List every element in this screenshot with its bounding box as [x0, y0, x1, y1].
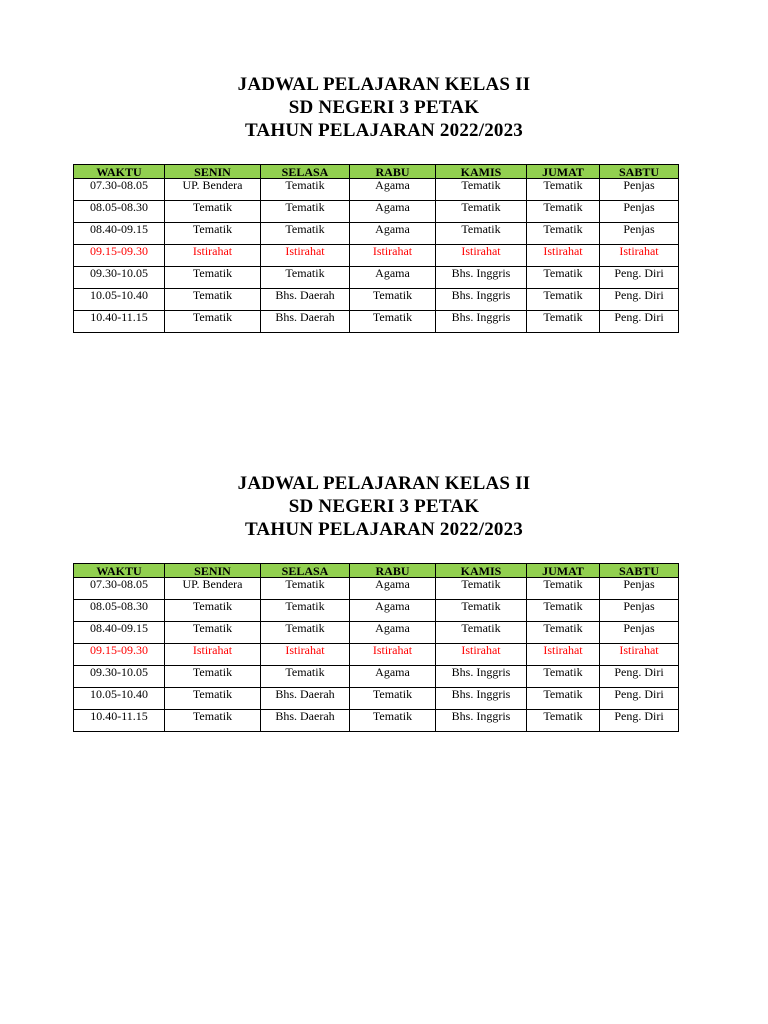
header-sabtu: SABTU [600, 564, 679, 578]
subject-cell: Tematik [261, 622, 350, 644]
table-row [74, 688, 679, 710]
subject-cell: Bhs. Inggris [436, 311, 527, 333]
break-cell: Istirahat [527, 644, 600, 666]
subject-cell: Peng. Diri [600, 289, 679, 311]
subject-cell: Tematik [261, 600, 350, 622]
subject-cell: Tematik [165, 289, 261, 311]
subject-cell: Tematik [527, 179, 600, 201]
subject-cell: Tematik [350, 710, 436, 732]
header-waktu: WAKTU [74, 564, 165, 578]
subject-cell: Tematik [261, 179, 350, 201]
time-cell: 07.30-08.05 [74, 179, 165, 201]
title-line-2: SD NEGERI 3 PETAK [288, 496, 480, 517]
title-line-1: JADWAL PELAJARAN KELAS II [237, 74, 531, 95]
header-selasa: SELASA [261, 564, 350, 578]
schedule-table [73, 164, 679, 333]
break-cell: Istirahat [261, 245, 350, 267]
table-row [74, 666, 679, 688]
subject-cell: Peng. Diri [600, 267, 679, 289]
subject-cell: Bhs. Daerah [261, 289, 350, 311]
subject-cell: Tematik [165, 688, 261, 710]
time-cell: 10.05-10.40 [74, 289, 165, 311]
break-cell: Istirahat [350, 644, 436, 666]
header-jumat: JUMAT [527, 564, 600, 578]
subject-cell: Bhs. Daerah [261, 710, 350, 732]
subject-cell: Tematik [165, 311, 261, 333]
time-cell: 07.30-08.05 [74, 578, 165, 600]
break-cell: Istirahat [165, 644, 261, 666]
time-cell: 10.40-11.15 [74, 710, 165, 732]
subject-cell: Agama [350, 666, 436, 688]
header-waktu: WAKTU [74, 165, 165, 179]
subject-cell: Agama [350, 223, 436, 245]
subject-cell: Agama [350, 201, 436, 223]
subject-cell: Bhs. Daerah [261, 311, 350, 333]
header-sabtu: SABTU [600, 165, 679, 179]
subject-cell: Peng. Diri [600, 710, 679, 732]
subject-cell: Penjas [600, 600, 679, 622]
header-jumat: JUMAT [527, 165, 600, 179]
break-cell: Istirahat [527, 245, 600, 267]
subject-cell: Tematik [527, 666, 600, 688]
subject-cell: Agama [350, 267, 436, 289]
header-senin: SENIN [165, 165, 261, 179]
table-row [74, 311, 679, 333]
table-header-row [74, 564, 679, 578]
subject-cell: Tematik [527, 267, 600, 289]
time-cell: 09.30-10.05 [74, 267, 165, 289]
header-rabu: RABU [350, 564, 436, 578]
header-kamis: KAMIS [436, 564, 527, 578]
time-cell: 08.05-08.30 [74, 600, 165, 622]
title-line-3: TAHUN PELAJARAN 2022/2023 [244, 519, 524, 540]
subject-cell: Tematik [527, 201, 600, 223]
subject-cell: Tematik [350, 688, 436, 710]
subject-cell: Tematik [527, 600, 600, 622]
table-row [74, 289, 679, 311]
subject-cell: Penjas [600, 578, 679, 600]
subject-cell: Tematik [527, 311, 600, 333]
table-row [74, 600, 679, 622]
table-row [74, 267, 679, 289]
subject-cell: Peng. Diri [600, 311, 679, 333]
subject-cell: Tematik [350, 311, 436, 333]
subject-cell: Agama [350, 179, 436, 201]
subject-cell: Tematik [527, 578, 600, 600]
header-kamis: KAMIS [436, 165, 527, 179]
time-cell: 08.05-08.30 [74, 201, 165, 223]
subject-cell: Tematik [165, 666, 261, 688]
schedule-table [73, 563, 679, 732]
time-cell: 10.05-10.40 [74, 688, 165, 710]
table-row [74, 622, 679, 644]
table-row [74, 578, 679, 600]
title-line-1: JADWAL PELAJARAN KELAS II [237, 473, 531, 494]
subject-cell: Tematik [165, 622, 261, 644]
table-row [74, 710, 679, 732]
time-cell: 09.15-09.30 [74, 245, 165, 267]
subject-cell: Bhs. Inggris [436, 666, 527, 688]
break-cell: Istirahat [261, 644, 350, 666]
subject-cell: Penjas [600, 179, 679, 201]
subject-cell: Peng. Diri [600, 688, 679, 710]
break-cell: Istirahat [600, 245, 679, 267]
time-cell: 09.15-09.30 [74, 644, 165, 666]
subject-cell: Tematik [261, 666, 350, 688]
schedule-title [0, 73, 768, 142]
time-cell: 09.30-10.05 [74, 666, 165, 688]
subject-cell: Bhs. Inggris [436, 267, 527, 289]
table-row [74, 201, 679, 223]
subject-cell: Bhs. Inggris [436, 289, 527, 311]
subject-cell: Tematik [527, 289, 600, 311]
subject-cell: Tematik [436, 179, 527, 201]
header-selasa: SELASA [261, 165, 350, 179]
subject-cell: Agama [350, 578, 436, 600]
table-row [74, 179, 679, 201]
subject-cell: Tematik [527, 622, 600, 644]
subject-cell: Bhs. Daerah [261, 688, 350, 710]
subject-cell: Tematik [261, 267, 350, 289]
subject-cell: Agama [350, 622, 436, 644]
time-cell: 10.40-11.15 [74, 311, 165, 333]
subject-cell: Penjas [600, 201, 679, 223]
break-row [74, 644, 679, 666]
title-line-3: TAHUN PELAJARAN 2022/2023 [244, 120, 524, 141]
header-rabu: RABU [350, 165, 436, 179]
subject-cell: UP. Bendera [165, 578, 261, 600]
subject-cell: Tematik [261, 223, 350, 245]
subject-cell: UP. Bendera [165, 179, 261, 201]
time-cell: 08.40-09.15 [74, 223, 165, 245]
subject-cell: Tematik [165, 267, 261, 289]
subject-cell: Tematik [527, 710, 600, 732]
subject-cell: Tematik [527, 688, 600, 710]
subject-cell: Tematik [261, 201, 350, 223]
break-cell: Istirahat [600, 644, 679, 666]
subject-cell: Bhs. Inggris [436, 710, 527, 732]
subject-cell: Tematik [165, 223, 261, 245]
subject-cell: Tematik [165, 600, 261, 622]
schedule-block-1 [0, 73, 768, 324]
subject-cell: Penjas [600, 223, 679, 245]
subject-cell: Tematik [261, 578, 350, 600]
subject-cell: Peng. Diri [600, 666, 679, 688]
subject-cell: Penjas [600, 622, 679, 644]
subject-cell: Tematik [436, 622, 527, 644]
subject-cell: Tematik [165, 201, 261, 223]
subject-cell: Tematik [436, 223, 527, 245]
title-line-2: SD NEGERI 3 PETAK [288, 97, 480, 118]
subject-cell: Tematik [436, 578, 527, 600]
subject-cell: Tematik [527, 223, 600, 245]
schedule-block-2 [0, 472, 768, 723]
header-senin: SENIN [165, 564, 261, 578]
break-cell: Istirahat [436, 245, 527, 267]
subject-cell: Tematik [436, 201, 527, 223]
break-cell: Istirahat [350, 245, 436, 267]
subject-cell: Tematik [436, 600, 527, 622]
schedule-title [0, 472, 768, 541]
break-row [74, 245, 679, 267]
subject-cell: Agama [350, 600, 436, 622]
subject-cell: Tematik [165, 710, 261, 732]
time-cell: 08.40-09.15 [74, 622, 165, 644]
table-header-row [74, 165, 679, 179]
break-cell: Istirahat [436, 644, 527, 666]
subject-cell: Bhs. Inggris [436, 688, 527, 710]
break-cell: Istirahat [165, 245, 261, 267]
table-row [74, 223, 679, 245]
subject-cell: Tematik [350, 289, 436, 311]
